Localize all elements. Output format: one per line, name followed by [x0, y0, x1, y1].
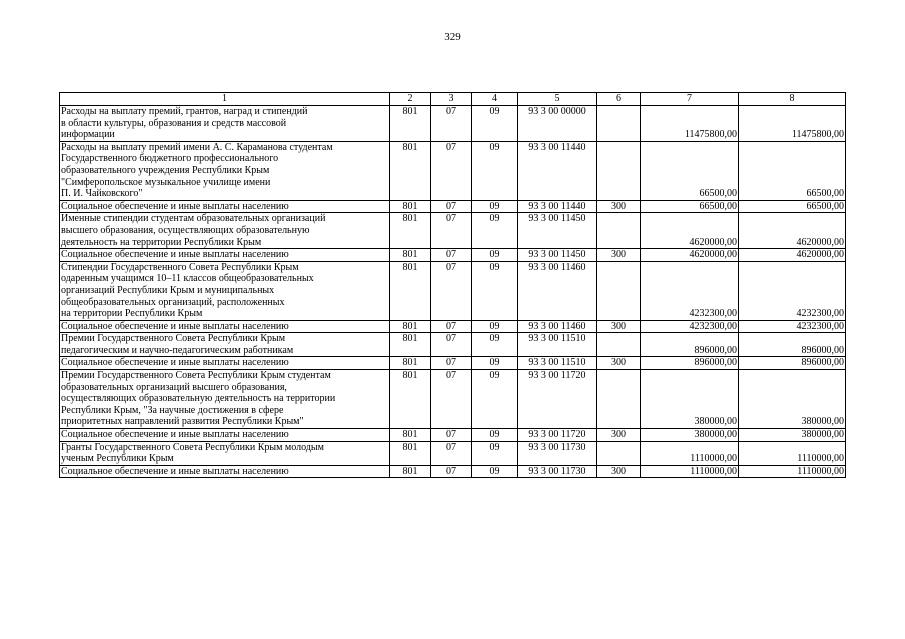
cell-amount-col7: 1110000,00: [641, 465, 739, 478]
cell-expense-type: [597, 333, 641, 357]
cell-expense-type: [597, 106, 641, 142]
table-row: [60, 333, 846, 357]
row-description: Расходы на выплату премий имени А. С. Караманова студентам Государственного бюджетного профессионального образовательного учреждения Республики Крым "Симферопольское музыкальное училище имени П. И. Чайковского": [60, 141, 390, 200]
cell-section-code: 07: [431, 465, 472, 478]
cell-ministry-code: 801: [390, 213, 431, 249]
cell-section-code: 07: [431, 213, 472, 249]
row-description: Гранты Государственного Совета Республики Крым молодым ученым Республики Крым: [60, 441, 390, 465]
cell-expense-type: 300: [597, 429, 641, 442]
cell-ministry-code: 801: [390, 261, 431, 320]
table-row: [60, 441, 846, 465]
cell-amount-col7: 4620000,00: [641, 249, 739, 262]
cell-target-article: 93 3 00 11730: [518, 441, 597, 465]
cell-section-code: 07: [431, 249, 472, 262]
row-description: Социальное обеспечение и иные выплаты населению: [60, 249, 390, 262]
row-description: Премии Государственного Совета Республики Крым студентам образовательных организаций высшего образования, осуществляющих образовательную деятельность на территории Республики Крым, "За научные достижения в сфере приоритетных направлений развития Республики Крым": [60, 370, 390, 429]
cell-subsection-code: 09: [472, 370, 518, 429]
cell-amount-col7: 380000,00: [641, 429, 739, 442]
cell-section-code: 07: [431, 141, 472, 200]
cell-ministry-code: 801: [390, 141, 431, 200]
cell-subsection-code: 09: [472, 429, 518, 442]
budget-table: [59, 92, 846, 478]
cell-expense-type: 300: [597, 357, 641, 370]
cell-amount-col8: 66500,00: [739, 200, 846, 213]
cell-amount-col8: 4620000,00: [739, 213, 846, 249]
row-description: Социальное обеспечение и иные выплаты населению: [60, 320, 390, 333]
cell-amount-col7: 66500,00: [641, 141, 739, 200]
cell-section-code: 07: [431, 261, 472, 320]
table-header-row: [60, 93, 846, 106]
column-header: 8: [739, 93, 846, 106]
cell-amount-col7: 4620000,00: [641, 213, 739, 249]
cell-ministry-code: 801: [390, 370, 431, 429]
cell-amount-col8: 380000,00: [739, 429, 846, 442]
cell-expense-type: [597, 141, 641, 200]
table-row: [60, 465, 846, 478]
table-row: [60, 429, 846, 442]
cell-amount-col8: 11475800,00: [739, 106, 846, 142]
column-header: 1: [60, 93, 390, 106]
cell-amount-col7: 66500,00: [641, 200, 739, 213]
cell-subsection-code: 09: [472, 249, 518, 262]
column-header: 7: [641, 93, 739, 106]
table-row: [60, 249, 846, 262]
cell-target-article: 93 3 00 11440: [518, 141, 597, 200]
cell-expense-type: 300: [597, 200, 641, 213]
table-row: [60, 320, 846, 333]
cell-expense-type: 300: [597, 465, 641, 478]
cell-subsection-code: 09: [472, 320, 518, 333]
cell-expense-type: [597, 261, 641, 320]
row-description: Стипендии Государственного Совета Республики Крым одаренным учащимся 10–11 классов общеобразовательных организаций Республики Крым и муниципальных общеобразовательных организаций, расположенных на территории Республики Крым: [60, 261, 390, 320]
cell-ministry-code: 801: [390, 106, 431, 142]
cell-subsection-code: 09: [472, 106, 518, 142]
cell-target-article: 93 3 00 11460: [518, 320, 597, 333]
cell-amount-col8: 4620000,00: [739, 249, 846, 262]
cell-ministry-code: 801: [390, 465, 431, 478]
cell-amount-col7: 11475800,00: [641, 106, 739, 142]
cell-section-code: 07: [431, 429, 472, 442]
cell-ministry-code: 801: [390, 333, 431, 357]
cell-amount-col7: 896000,00: [641, 357, 739, 370]
table-body: [60, 93, 846, 478]
column-header: 3: [431, 93, 472, 106]
cell-expense-type: [597, 441, 641, 465]
table-row: [60, 213, 846, 249]
row-description: Социальное обеспечение и иные выплаты населению: [60, 357, 390, 370]
cell-ministry-code: 801: [390, 320, 431, 333]
row-description: Премии Государственного Совета Республики Крым педагогическим и научно-педагогическим работникам: [60, 333, 390, 357]
cell-target-article: 93 3 00 11510: [518, 357, 597, 370]
cell-subsection-code: 09: [472, 441, 518, 465]
cell-amount-col7: 4232300,00: [641, 261, 739, 320]
cell-target-article: 93 3 00 11450: [518, 249, 597, 262]
cell-section-code: 07: [431, 370, 472, 429]
cell-amount-col8: 4232300,00: [739, 320, 846, 333]
cell-amount-col7: 380000,00: [641, 370, 739, 429]
row-description: Расходы на выплату премий, грантов, наград и стипендий в области культуры, образования и средств массовой информации: [60, 106, 390, 142]
cell-amount-col7: 896000,00: [641, 333, 739, 357]
cell-subsection-code: 09: [472, 261, 518, 320]
cell-amount-col8: 4232300,00: [739, 261, 846, 320]
table-row: [60, 106, 846, 142]
cell-subsection-code: 09: [472, 141, 518, 200]
cell-section-code: 07: [431, 357, 472, 370]
cell-ministry-code: 801: [390, 249, 431, 262]
column-header: 4: [472, 93, 518, 106]
table-row: [60, 141, 846, 200]
cell-expense-type: 300: [597, 249, 641, 262]
cell-expense-type: 300: [597, 320, 641, 333]
cell-ministry-code: 801: [390, 357, 431, 370]
cell-target-article: 93 3 00 11720: [518, 429, 597, 442]
cell-target-article: 93 3 00 11440: [518, 200, 597, 213]
cell-expense-type: [597, 213, 641, 249]
cell-target-article: 93 3 00 11730: [518, 465, 597, 478]
table-row: [60, 261, 846, 320]
cell-amount-col7: 1110000,00: [641, 441, 739, 465]
table-row: [60, 200, 846, 213]
cell-ministry-code: 801: [390, 441, 431, 465]
cell-section-code: 07: [431, 333, 472, 357]
table-row: [60, 370, 846, 429]
cell-subsection-code: 09: [472, 465, 518, 478]
cell-amount-col8: 896000,00: [739, 357, 846, 370]
row-description: Социальное обеспечение и иные выплаты населению: [60, 429, 390, 442]
cell-section-code: 07: [431, 441, 472, 465]
cell-subsection-code: 09: [472, 200, 518, 213]
cell-target-article: 93 3 00 11450: [518, 213, 597, 249]
table-row: [60, 357, 846, 370]
cell-amount-col8: 66500,00: [739, 141, 846, 200]
cell-amount-col8: 1110000,00: [739, 441, 846, 465]
row-description: Социальное обеспечение и иные выплаты населению: [60, 200, 390, 213]
cell-subsection-code: 09: [472, 357, 518, 370]
column-header: 6: [597, 93, 641, 106]
cell-ministry-code: 801: [390, 429, 431, 442]
cell-amount-col7: 4232300,00: [641, 320, 739, 333]
row-description: Социальное обеспечение и иные выплаты населению: [60, 465, 390, 478]
column-header: 5: [518, 93, 597, 106]
page-number: 329: [444, 31, 461, 43]
cell-amount-col8: 1110000,00: [739, 465, 846, 478]
cell-target-article: 93 3 00 00000: [518, 106, 597, 142]
cell-target-article: 93 3 00 11460: [518, 261, 597, 320]
cell-ministry-code: 801: [390, 200, 431, 213]
cell-target-article: 93 3 00 11720: [518, 370, 597, 429]
cell-section-code: 07: [431, 106, 472, 142]
cell-section-code: 07: [431, 320, 472, 333]
row-description: Именные стипендии студентам образовательных организаций высшего образования, осуществляющих образовательную деятельность на территории Республики Крым: [60, 213, 390, 249]
cell-subsection-code: 09: [472, 333, 518, 357]
cell-subsection-code: 09: [472, 213, 518, 249]
cell-amount-col8: 380000,00: [739, 370, 846, 429]
cell-expense-type: [597, 370, 641, 429]
cell-target-article: 93 3 00 11510: [518, 333, 597, 357]
cell-amount-col8: 896000,00: [739, 333, 846, 357]
column-header: 2: [390, 93, 431, 106]
cell-section-code: 07: [431, 200, 472, 213]
